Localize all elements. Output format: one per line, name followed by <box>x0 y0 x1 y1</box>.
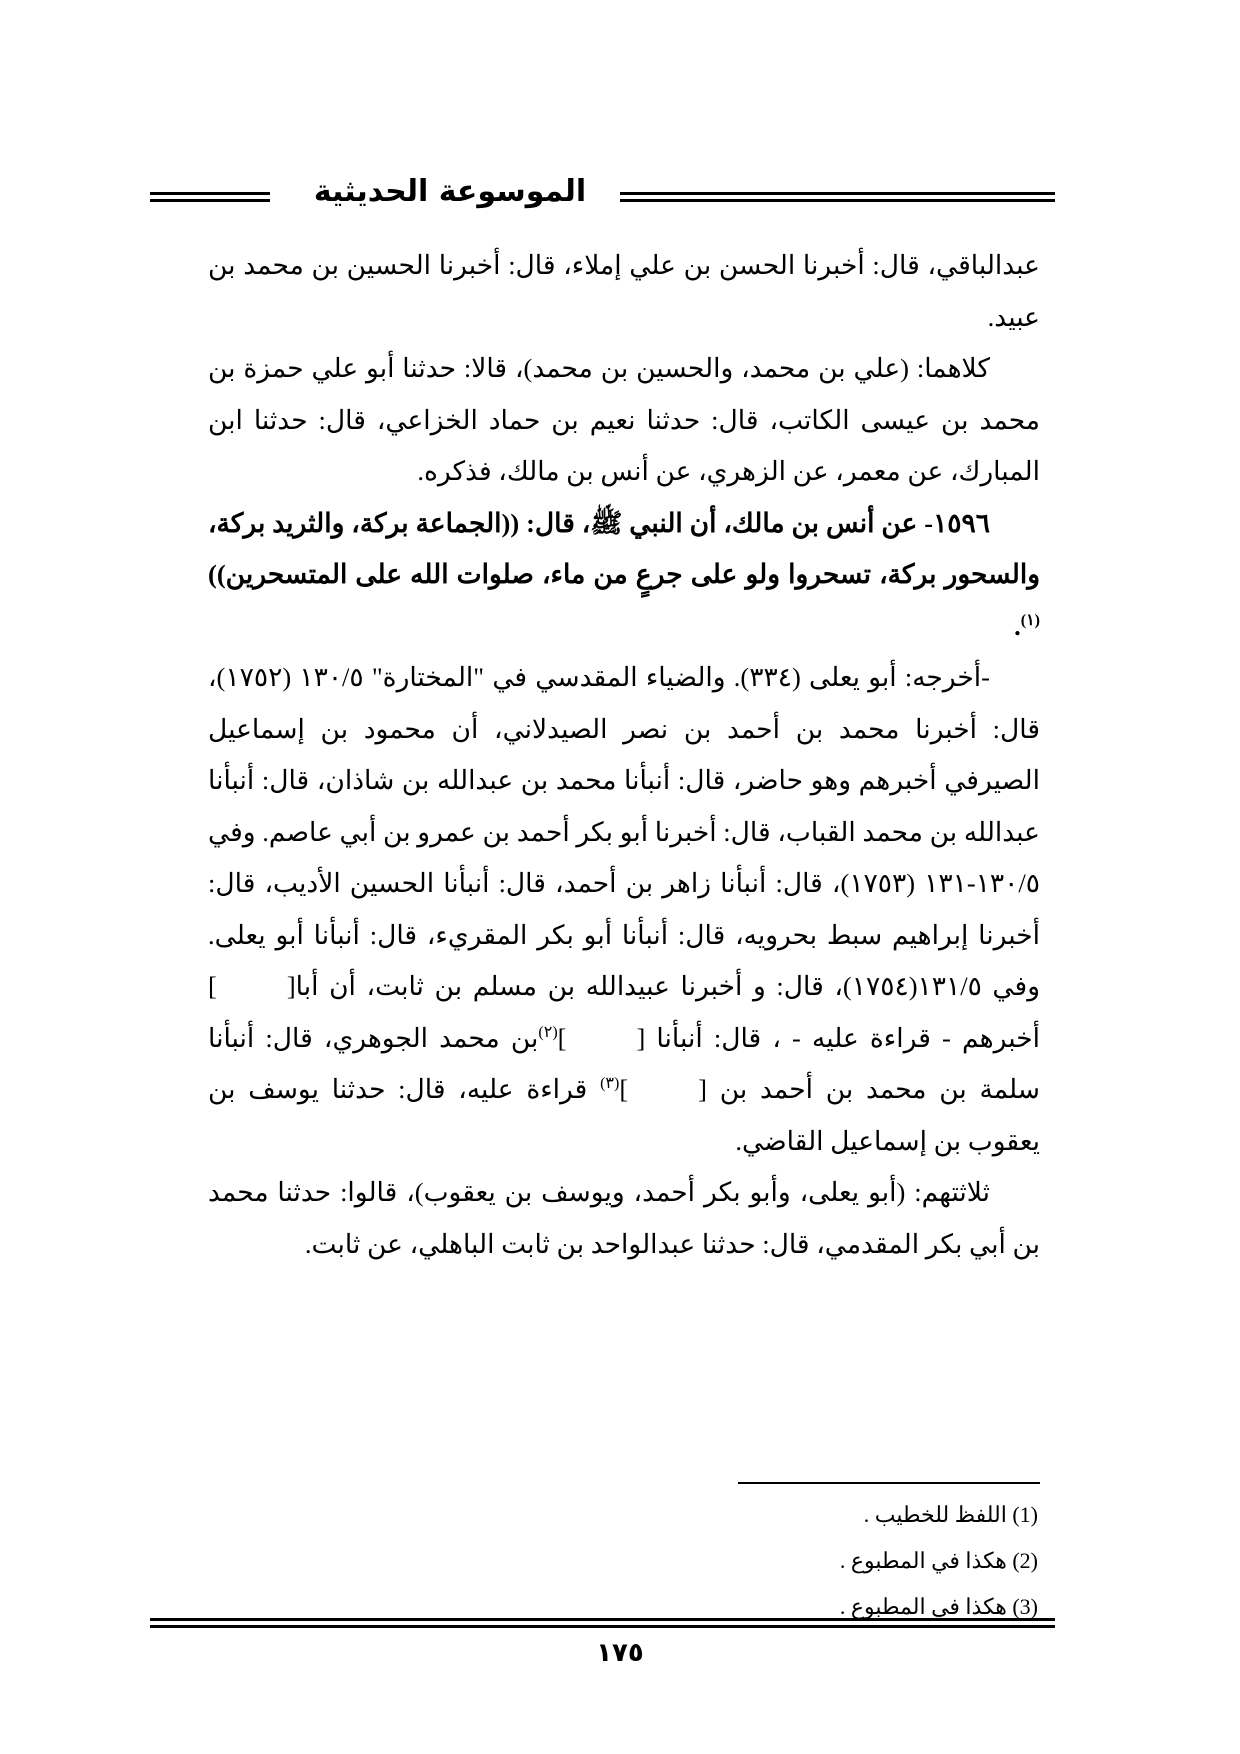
hadith-paragraph <box>208 498 1040 653</box>
takhrij-paragraph <box>208 652 1040 1167</box>
footnote-separator <box>738 1482 1040 1484</box>
paragraph-2: كلاهما: (علي بن محمد، والحسين بن محمد)، قالا: حدثنا أبو علي حمزة بن محمد بن عيسى الكاتب، قال: حدثنا نعيم بن حماد الخزاعي، قال: حدثنا ابن المبارك، عن معمر، عن الزهري، عن أنس بن مالك، فذكره. <box>208 353 1040 486</box>
takhrij-part-6: قراءة عليه، قال: حدثنا يوسف بن يعقوب بن إسماعيل القاضي. <box>208 1074 1040 1156</box>
footnote-3: (3) هكذا في المطبوع . <box>839 1594 1038 1619</box>
header-rule-left <box>150 192 270 202</box>
footnote-ref-1: (١) <box>1020 611 1040 629</box>
page-number: ١٧٥ <box>596 1638 644 1668</box>
footnote-1: (1) اللفظ للخطيب . <box>863 1502 1038 1527</box>
main-text <box>208 240 1040 1270</box>
hadith-end: . <box>1014 610 1021 641</box>
paragraph-1: عبدالباقي، قال: أخبرنا الحسن بن علي إملاء، قال: أخبرنا الحسين بن محمد بن عبيد. <box>208 250 1040 332</box>
footnote-ref-2: (٢) <box>538 1023 558 1041</box>
takhrij-part-3: ] <box>557 1022 567 1053</box>
page-header <box>150 150 1055 210</box>
footnote-ref-3: (٣) <box>600 1075 620 1093</box>
takhrij-part-4: بن محمد الجوهري، قال: أنبأنا سلمة بن محمد بن أحمد بن [ <box>208 1022 1041 1104</box>
takhrij-part-1: -أخرجه: أبو يعلى (٣٣٤). والضياء المقدسي في "المختارة" ١٣٠/٥ (١٧٥٢)، قال: أخبرنا محمد بن أحمد بن نصر الصيدلاني، أن محمود بن إسماعيل الصيرفي أخبرهم وهو حاضر، قال: أنبأنا محمد بن عبدالله بن شاذان، قال: أنبأنا عبدالله بن محمد القباب، قال: أخبرنا أبو بكر أحمد بن عمرو بن أبي عاصم. وفي ١٣٠/٥-١٣١ (١٧٥٣)، قال: أنبأنا زاهر بن أحمد، قال: أنبأنا الحسين الأديب، قال: أخبرنا إبراهيم سبط بحرويه، قال: أنبأنا أبو بكر المقريء، قال: أنبأنا أبو يعلى. وفي ١٣١/٥(١٧٥٤)، قال: و أخبرنا عبيدالله بن مسلم بن ثابت، أن أبا[ <box>208 662 1040 1001</box>
paragraph-5: ثلاثتهم: (أبو يعلى، وأبو بكر أحمد، ويوسف بن يعقوب)، قالوا: حدثنا محمد بن أبي بكر المقدمي، قال: حدثنا عبدالواحد بن ثابت الباهلي، عن ثابت. <box>208 1177 1040 1259</box>
hadith-text: ١٥٩٦- عن أنس بن مالك، أن النبي ﷺ، قال: ((الجماعة بركة، والثريد بركة، والسحور بركة، تسحروا ولو على جرعٍ من ماء، صلوات الله على المتسحرين)) <box>208 507 1040 589</box>
footnotes <box>700 1492 1038 1630</box>
header-rule-right <box>620 192 1055 202</box>
footnote-2: (2) هكذا في المطبوع . <box>839 1548 1038 1573</box>
footer-rule <box>150 1618 1055 1628</box>
takhrij-part-2: ] أخبرهم - قراءة عليه - ، قال: أنبأنا [ <box>208 971 1040 1053</box>
header-title: الموسوعة الحديثية <box>313 174 587 209</box>
takhrij-part-5: ] <box>619 1074 629 1104</box>
